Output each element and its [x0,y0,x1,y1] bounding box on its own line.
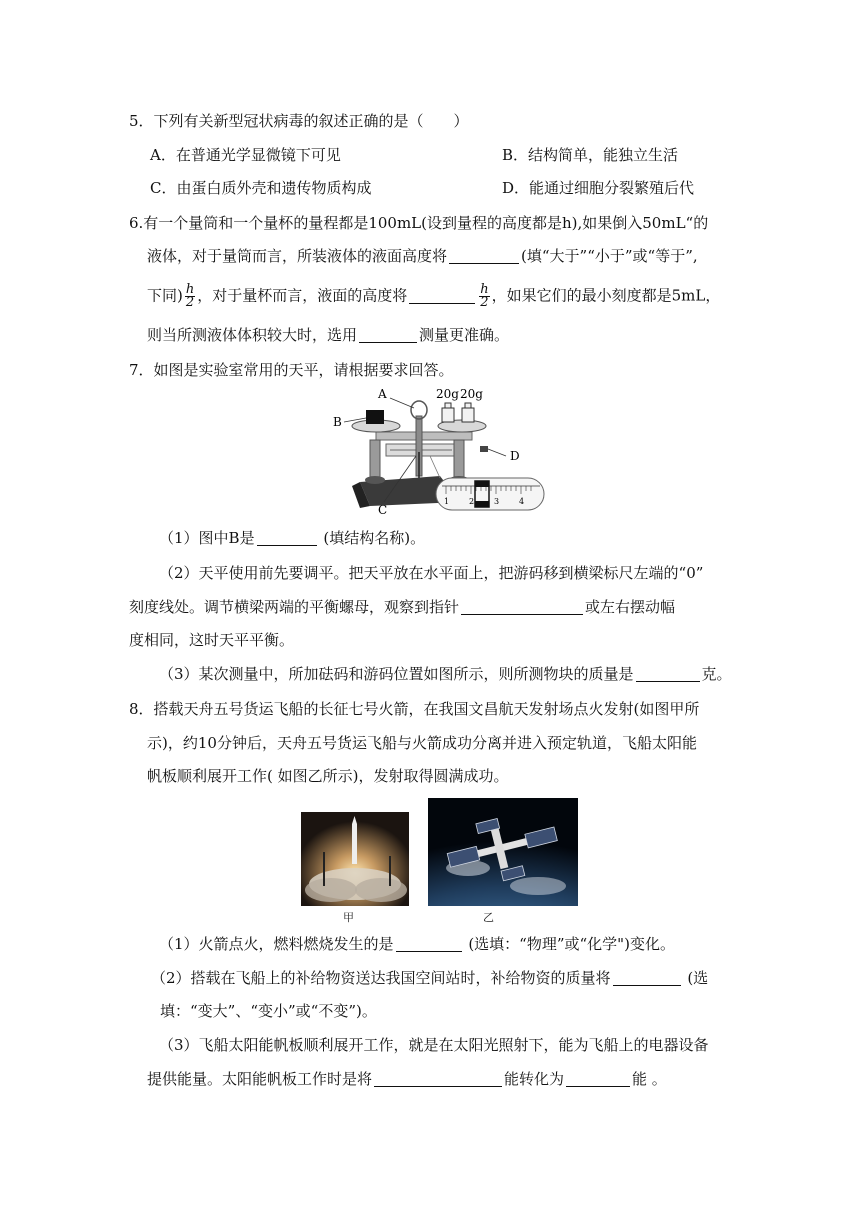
ruler-tick-2: 2 [469,497,475,506]
fraction-denominator: 2 [480,295,489,310]
q8-sub1 [159,934,675,954]
q8-sub1-text-a: （1）火箭点火，燃料燃烧发生的是 [159,935,394,953]
label-weight-1: 20g [436,387,459,401]
q7-sub2-line3: 度相同，这时天平平衡。 [129,631,295,649]
q7-sub1-text-a: （1）图中B是 [159,529,255,547]
label-c: C [378,503,388,516]
q6-line4-text-b: 测量更准确。 [419,326,510,344]
ruler-tick-3: 3 [494,497,500,506]
q8-line2: 示)，约10分钟后，天舟五号货运飞船与火箭成功分离并进入预定轨道，飞船太阳能 [147,734,697,752]
q7-sub3-text-b: 克。 [701,665,732,683]
q6-line3 [147,284,720,309]
q8-sub2-line1 [151,968,708,988]
fraction-h-over-2 [479,284,489,309]
q6-line2-text-b: (填“大于”“小于”或“等于”, [521,247,698,265]
q8-sub3-text-c: 能 。 [632,1070,667,1088]
answer-blank[interactable] [449,247,519,264]
q8-sub1-text-b: (选填：“物理”或“化学")变化。 [468,935,675,953]
answer-blank[interactable] [359,326,417,343]
ruler-tick-1: 1 [444,497,450,506]
answer-blank[interactable] [461,598,583,615]
balance-scale-figure [330,386,546,516]
q7-sub2-text-b: 或左右摆动幅 [585,598,676,616]
fraction-numerator: h [480,282,489,297]
q6-line3-text-a: 下同) [147,286,183,305]
answer-blank[interactable] [566,1070,630,1087]
q6-line1: 6.有一个量筒和一个量杯的量程都是100mL(设到量程的高度都是h),如果倒入50mL“的 [129,214,709,232]
q8-line1: 8．搭载天舟五号货运飞船的长征七号火箭，在我国文昌航天发射场点火发射(如图甲所 [129,700,700,718]
q5-option-a: A．在普通光学显微镜下可见 [150,146,341,164]
q6-line4-text-a: 则当所测液体体积较大时，选用 [147,326,358,344]
q8-sub2-line2: 填：“变大”、“变小”或“不变”)。 [160,1002,377,1020]
q8-sub3-text-a: 提供能量。太阳能帆板工作时是将 [147,1070,373,1088]
q6-line3-text-b: ，对于量杯而言，液面的高度将 [197,286,408,305]
q5-option-c: C．由蛋白质外壳和遗传物质构成 [150,179,372,197]
label-a: A [378,387,387,401]
q8-sub3-line1: （3）飞船太阳能帆板顺利展开工作，就是在太阳光照射下，能为飞船上的电器设备 [159,1036,709,1054]
q7-sub1-text-b: (填结构名称)。 [323,529,426,547]
q6-line2-text-a: 液体，对于量筒而言，所装液体的液面高度将 [147,247,448,265]
caption-yi: 乙 [483,911,494,924]
answer-blank[interactable] [257,529,317,546]
label-weight-2: 20g [460,387,483,401]
rocket-launch-photo [301,812,409,906]
q6-line4 [147,325,509,345]
q8-sub3-line2 [147,1069,667,1089]
fraction-h-over-2 [185,284,195,309]
q7-sub2-line1: （2）天平使用前先要调平。把天平放在水平面上，把游码移到横梁标尺左端的“0” [159,564,704,582]
q8-sub2-text-b: (选 [687,969,709,987]
q5-option-d: D．能通过细胞分裂繁殖后代 [502,179,695,197]
caption-jia: 甲 [343,911,354,924]
q8-line3: 帆板顺利展开工作( 如图乙所示)，发射取得圆满成功。 [147,767,509,785]
answer-blank[interactable] [613,969,681,986]
answer-blank[interactable] [636,665,700,682]
answer-blank[interactable] [374,1070,502,1087]
q7-stem: 7．如图是实验室常用的天平，请根据要求回答。 [129,361,454,379]
q5-option-b: B．结构简单，能独立生活 [502,146,679,164]
space-station-photo [428,798,578,906]
balance-scale-illustration [330,386,546,516]
label-d: D [510,449,520,463]
answer-blank[interactable] [396,935,462,952]
q8-sub3-text-b: 能转化为 [504,1070,565,1088]
answer-blank[interactable] [409,287,475,304]
fraction-denominator: 2 [185,295,195,310]
q7-sub1 [159,528,425,548]
q7-sub3-text-a: （3）某次测量中，所加砝码和游码位置如图所示，则所测物块的质量是 [159,665,634,683]
ruler-tick-4: 4 [519,497,525,506]
q6-line2 [147,246,698,266]
fraction-numerator: h [185,282,195,297]
q7-sub2-text-a: 刻度线处。调节横梁两端的平衡螺母，观察到指针 [129,598,460,616]
q8-sub2-text-a: （2）搭载在飞船上的补给物资送达我国空间站时，补给物资的质量将 [151,969,611,987]
q5-stem: 5．下列有关新型冠状病毒的叙述正确的是（ ） [129,112,469,130]
q6-line3-text-c: ，如果它们的最小刻度都是5mL， [491,286,721,305]
q7-sub3 [159,664,732,684]
q7-sub2-line2 [129,597,675,617]
label-b: B [333,415,342,429]
